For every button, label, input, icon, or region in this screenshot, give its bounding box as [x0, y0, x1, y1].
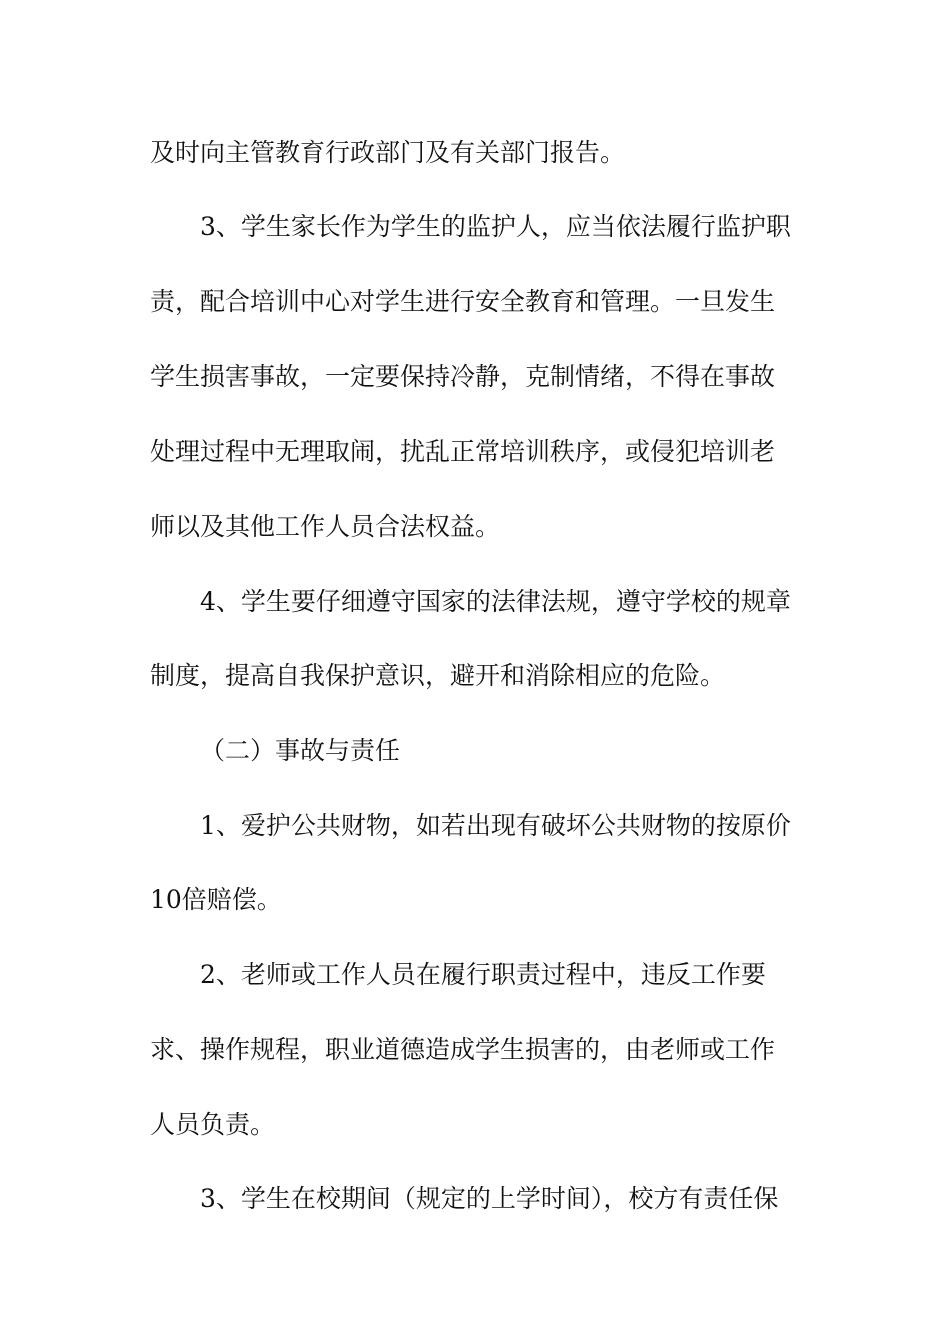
paragraph-line: 学生损害事故，一定要保持冷静，克制情绪，不得在事故	[150, 362, 776, 391]
paragraph-line: 1、爱护公共财物，如若出现有破坏公共财物的按原价	[200, 811, 791, 840]
paragraph-line: 及时向主管教育行政部门及有关部门报告。	[150, 138, 626, 167]
paragraph-line: 处理过程中无理取闹，扰乱正常培训秩序，或侵犯培训老	[150, 437, 776, 466]
paragraph-line: 责，配合培训中心对学生进行安全教育和管理。一旦发生	[150, 287, 776, 316]
paragraph-line: 求、操作规程，职业道德造成学生损害的，由老师或工作	[150, 1035, 776, 1064]
paragraph-line: 3、学生在校期间（规定的上学时间），校方有责任保	[200, 1184, 779, 1213]
paragraph-line: 制度，提高自我保护意识，避开和消除相应的危险。	[150, 661, 726, 690]
paragraph-line: 4、学生要仔细遵守国家的法律法规，遵守学校的规章	[200, 587, 791, 616]
paragraph-line: 师以及其他工作人员合法权益。	[150, 512, 501, 541]
paragraph-line: 2、老师或工作人员在履行职责过程中，违反工作要	[200, 960, 766, 989]
paragraph-line: 人员负责。	[150, 1110, 276, 1139]
paragraph-line: 10倍赔偿。	[150, 885, 282, 914]
paragraph-line: 3、学生家长作为学生的监护人，应当依法履行监护职	[200, 212, 791, 241]
section-heading: （二）事故与责任	[200, 736, 401, 765]
